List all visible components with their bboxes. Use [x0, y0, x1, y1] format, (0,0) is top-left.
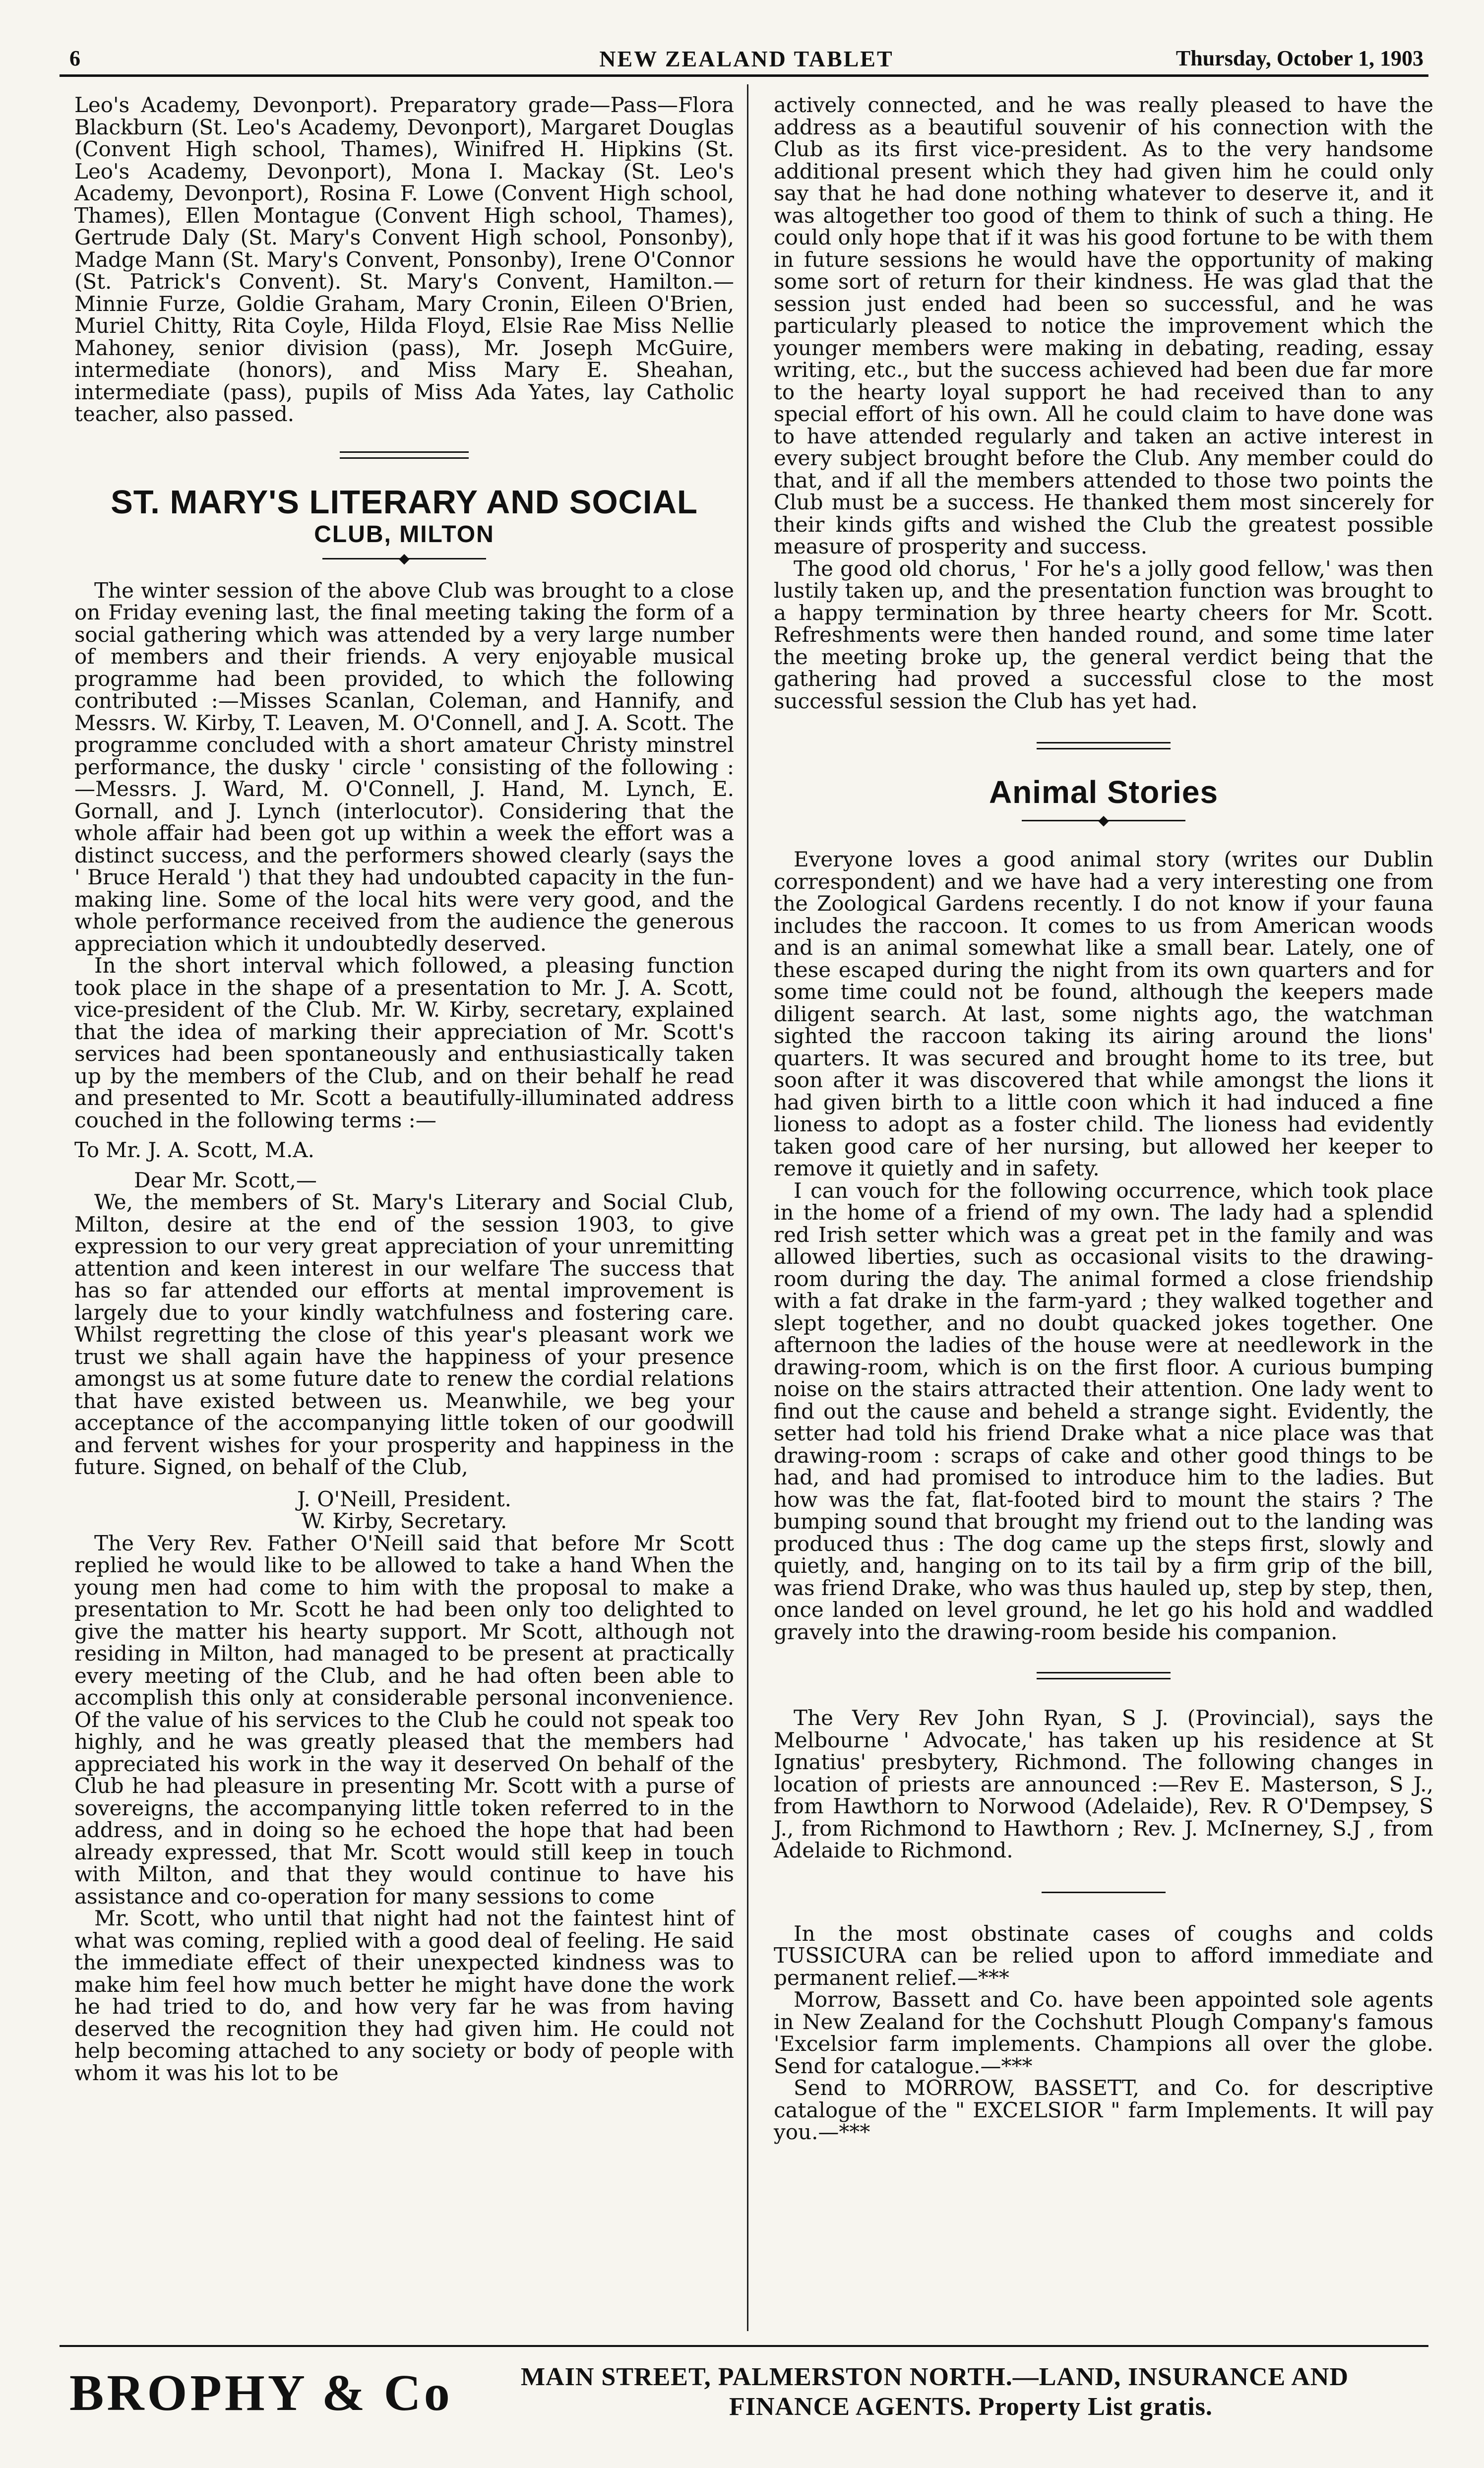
right-column	[774, 94, 1433, 2144]
advert-address-line: MAIN STREET, PALMERSTON NORTH.—LAND, INSURANCE AND	[521, 2363, 1349, 2391]
animal-stories-title: Animal Stories	[989, 774, 1219, 810]
signature-president: J. O'Neill, President.	[297, 1486, 512, 1511]
section-rule	[1037, 742, 1171, 749]
issue-date: Thursday, October 1, 1903	[1175, 46, 1423, 70]
club-closing-paragraph: The good old chorus, ' For he's a jolly good fellow,' was then lustily taken up, and the presentation function was brought to a happy termination by three hearty cheers for Mr. Scott. Refreshments were then handed round, and some time later the meeting broke up, the general verdict being that the gathering had proved a successful close to the most successful session the Club has yet had.	[774, 556, 1433, 713]
advert-brand: BROPHY & Co	[69, 2364, 453, 2421]
publication-title: NEW ZEALAND TABLET	[599, 46, 894, 71]
exam-results-paragraph: Leo's Academy, Devonport). Preparatory grade—Pass—Flora Blackburn (St. Leo's Academy, Devonport), Margaret Douglas (Convent High school, Thames), Winifred H. Hipkins (St. Leo's Academy, Devonport), Mona I. Mackay (St. Leo's Academy, Devonport), Rosina F. Lowe (Convent High school, Thames), Ellen Montague (Convent High school, Thames), Gertrude Daly (St. Mary's Convent High school, Ponsonby), Madge Mann (St. Mary's Convent, Ponsonby), Irene O'Connor (St. Patrick's Convent). St. Mary's Convent, Hamilton.—Minnie Furze, Goldie Graham, Mary Cronin, Eileen O'Brien, Muriel Chitty, Rita Coyle, Hilda Floyd, Elsie Rae Miss Nellie Mahoney, senior division (pass), Mr. Joseph McGuire, intermediate (honors), and Miss Mary E. Sheahan, intermediate (pass), pupils of Miss Ada Yates, lay Catholic teacher, also passed.	[74, 93, 734, 426]
address-recipient: To Mr. J. A. Scott, M.A.	[74, 1138, 314, 1162]
diamond-rule	[1022, 814, 1185, 827]
section-rule	[1037, 1672, 1171, 1679]
animal-paragraph-2: I can vouch for the following occurrence, which took place in the home of a friend of my own. The lady had a splendid red Irish setter which was a great pet in the family and was allowed liberties, such as occasional visits to the drawing-room during the day. The animal formed a close friendship with a fat drake in the farm-yard ; they walked together and slept together, and no doubt quacked jokes together. One afternoon the ladies of the house were at needlework in the drawing-room, which is on the first floor. A curious bumping noise on the stairs attracted their attention. One lady went to find out the cause and beheld a strange sight. Evidently, the setter had told his friend Drake what a nice place was that drawing-room : scraps of cake and other good things to be had, and had promised to introduce him to the ladies. But how was the fat, flat-footed bird to mount the stairs ? The bumping sound that brought my friend out to the landing was produced thus : The dog came up the steps first, slowly and quietly, and, hanging on to its tail by a firm grip of the bill, was friend Drake, who was thus hauled up, step by step, then, once landed on level ground, he let go his hold and waddled gravely into the drawing-room beside his companion.	[774, 1178, 1433, 1644]
address-text: We, the members of St. Mary's Literary and Social Club, Milton, desire at the end of the session 1903, to give expression to our very great appreciation of your unremitting attention and keen interest in our welfare The success that has so far attended our efforts at mental improvement is largely due to your kindly watchfulness and fostering care. Whilst regretting the close of this year's pleasant work we trust we shall again have the happiness of your presence amongst us at some future date to renew the cordial relations that have existed between us. Meanwhile, we beg your acceptance of the accompanying little token of our goodwill and fervent wishes for your prosperity and happiness in the future. Signed, on behalf of the Club,	[74, 1190, 734, 1479]
excelsior-catalogue-notice: Send to MORROW, BASSETT, and Co. for descriptive catalogue of the " EXCELSIOR " farm Implements. It will pay you.—***	[774, 2076, 1433, 2144]
animal-paragraph-1: Everyone loves a good animal story (writes our Dublin correspondent) and we have had a very interesting one from the Zoological Gardens recently. I do not know if your fauna includes the raccoon. It comes to us from American woods and is an animal somewhat like a small bear. Lately, one of these escaped during the night from its own quarters and for some time could not be found, although the keepers made diligent search. At last, some nights ago, the watchman sighted the raccoon taking its airing around the lions' quarters. It was secured and brought home to its tree, but soon after it was discovered that while amongst the lions it had given birth to a little coon which it had induced a fine lioness to adopt as a foster child. The lioness had evidently taken good care of her nursing, but allowed her keeper to remove it quietly and in safety.	[774, 847, 1433, 1180]
ryan-notice: The Very Rev John Ryan, S J. (Provincial), says the Melbourne ' Advocate,' has taken up his residence at St Ignatius' presbytery, Richmond. The following changes in location of priests are announced :—Rev E. Masterson, S J., from Hawthorn to Norwood (Adelaide), Rev. R O'Dempsey, S J., from Richmond to Hawthorn ; Rev. J. McInerney, S.J , from Adelaide to Richmond.	[774, 1706, 1433, 1862]
diamond-rule	[322, 552, 486, 565]
diamond-ornament-icon: ◆	[399, 550, 410, 566]
address-salutation: Dear Mr. Scott,—	[134, 1168, 317, 1192]
tussicura-notice: In the most obstinate cases of coughs and colds TUSSICURA can be relied upon to afford immediate and permanent relief.—***	[774, 1921, 1433, 1990]
header-rule	[60, 74, 1428, 77]
diamond-ornament-icon: ◆	[1098, 812, 1109, 828]
column-divider	[747, 84, 748, 2331]
club-continued-paragraph: actively connected, and he was really pleased to have the address as a beautiful souvenir of his connection with the Club as its first vice-president. As to the very handsome additional present which they had given him he could only say that he had done nothing whatever to deserve it, and it was altogether too good of them to think of such a thing. He could only hope that if it was his good fortune to be with them in future sessions he would have the opportunity of making some sort of return for their kindness. He was glad that the session just ended had been so successful, and he was particularly pleased to notice the improvement which the younger members were making in debating, reading, essay writing, etc., but the success achieved had been due far more to the hearty loyal support he had received than to any special effort of his own. All he could claim to have done was to have attended regularly and taken an active interest in every subject brought before the Club. Any member could do that, and if all the members attended to those two points the Club must be a success. He thanked them most sincerely for their kinds gifts and wished the Club the greatest possible measure of prosperity and success.	[774, 93, 1433, 558]
club-paragraph-1: The winter session of the above Club was brought to a close on Friday evening last, the final meeting taking the form of a social gathering which was attended by a very large number of members and their friends. A very enjoyable musical programme had been provided, to which the following contributed :—Misses Scanlan, Coleman, and Hannify, and Messrs. W. Kirby, T. Leaven, M. O'Connell, and J. A. Scott. The programme concluded with a short amateur Christy minstrel performance, the dusky ' circle ' consisting of the following :—Messrs. J. Ward, M. O'Connell, J. Hand, M. Lynch, E. Gornall, and J. Lynch (interlocutor). Considering that the whole affair had been got up within a week the effort was a distinct success, and the performers showed clearly (says the ' Bruce Herald ') that they had undoubted capacity in the fun-making line. Some of the local hits were very good, and the whole performance received from the audience the generous appreciation which it undoubtedly deserved.	[74, 578, 734, 956]
left-column	[74, 94, 734, 2084]
page-number: 6	[69, 46, 80, 70]
advert-services-line: FINANCE AGENTS. Property List gratis.	[729, 2393, 1213, 2421]
excelsior-agents-notice: Morrow, Bassett and Co. have been appointed sole agents in New Zealand for the Cochshutt Plough Company's famous 'Excelsior farm implements. Champions all over the globe. Send for catalogue.—***	[774, 1987, 1433, 2078]
section-rule	[340, 451, 469, 459]
signature-secretary: W. Kirby, Secretary.	[301, 1509, 507, 1533]
running-head	[69, 46, 1423, 77]
club-article-title: ST. MARY'S LITERARY AND SOCIAL	[111, 483, 698, 521]
club-article-subtitle: CLUB, MILTON	[314, 521, 495, 548]
club-paragraph-4: Mr. Scott, who until that night had not the faintest hint of what was coming, replied with a good deal of feeling. He said the immediate effect of their unexpected kindness was to make him feel how much better he might have done the work he had tried to do, and how very far he was from having deserved the recognition they had given him. He could not help becoming attached to any society or body of people with whom it was his lot to be	[74, 1906, 734, 2085]
club-paragraph-3: The Very Rev. Father O'Neill said that before Mr Scott replied he would like to be allowed to take a hand When the young men had come to him with the proposal to make a presentation to Mr. Scott he had been only too delighted to give the matter his hearty support. Mr Scott, although not residing in Milton, had managed to be present at practically every meeting of the Club, and he had often been able to accomplish this only at considerable personal inconvenience. Of the value of his services to the Club he could not speak too highly, and he was greatly pleased that the members had appreciated his work in the way it deserved On behalf of the Club he had pleasure in presenting Mr. Scott with a purse of sovereigns, the accompanying little token referred to in the address, and in doing so he echoed the hope that had been already expressed, that Mr. Scott would still keep in touch with Milton, and that they would continue to have his assistance and co-operation for many sessions to come	[74, 1531, 734, 1909]
club-paragraph-2: In the short interval which followed, a pleasing function took place in the shape of a presentation to Mr. J. A. Scott, vice-president of the Club. Mr. W. Kirby, secretary, explained that the idea of marking their appreciation of Mr. Scott's services had been spontaneously and enthusiastically taken up by the members of the Club, and on their behalf he read and presented to Mr. Scott a beautifully-illuminated address couched in the following terms :—	[74, 953, 734, 1132]
footer-rule	[60, 2345, 1428, 2347]
brophy-advert	[69, 2358, 1423, 2433]
